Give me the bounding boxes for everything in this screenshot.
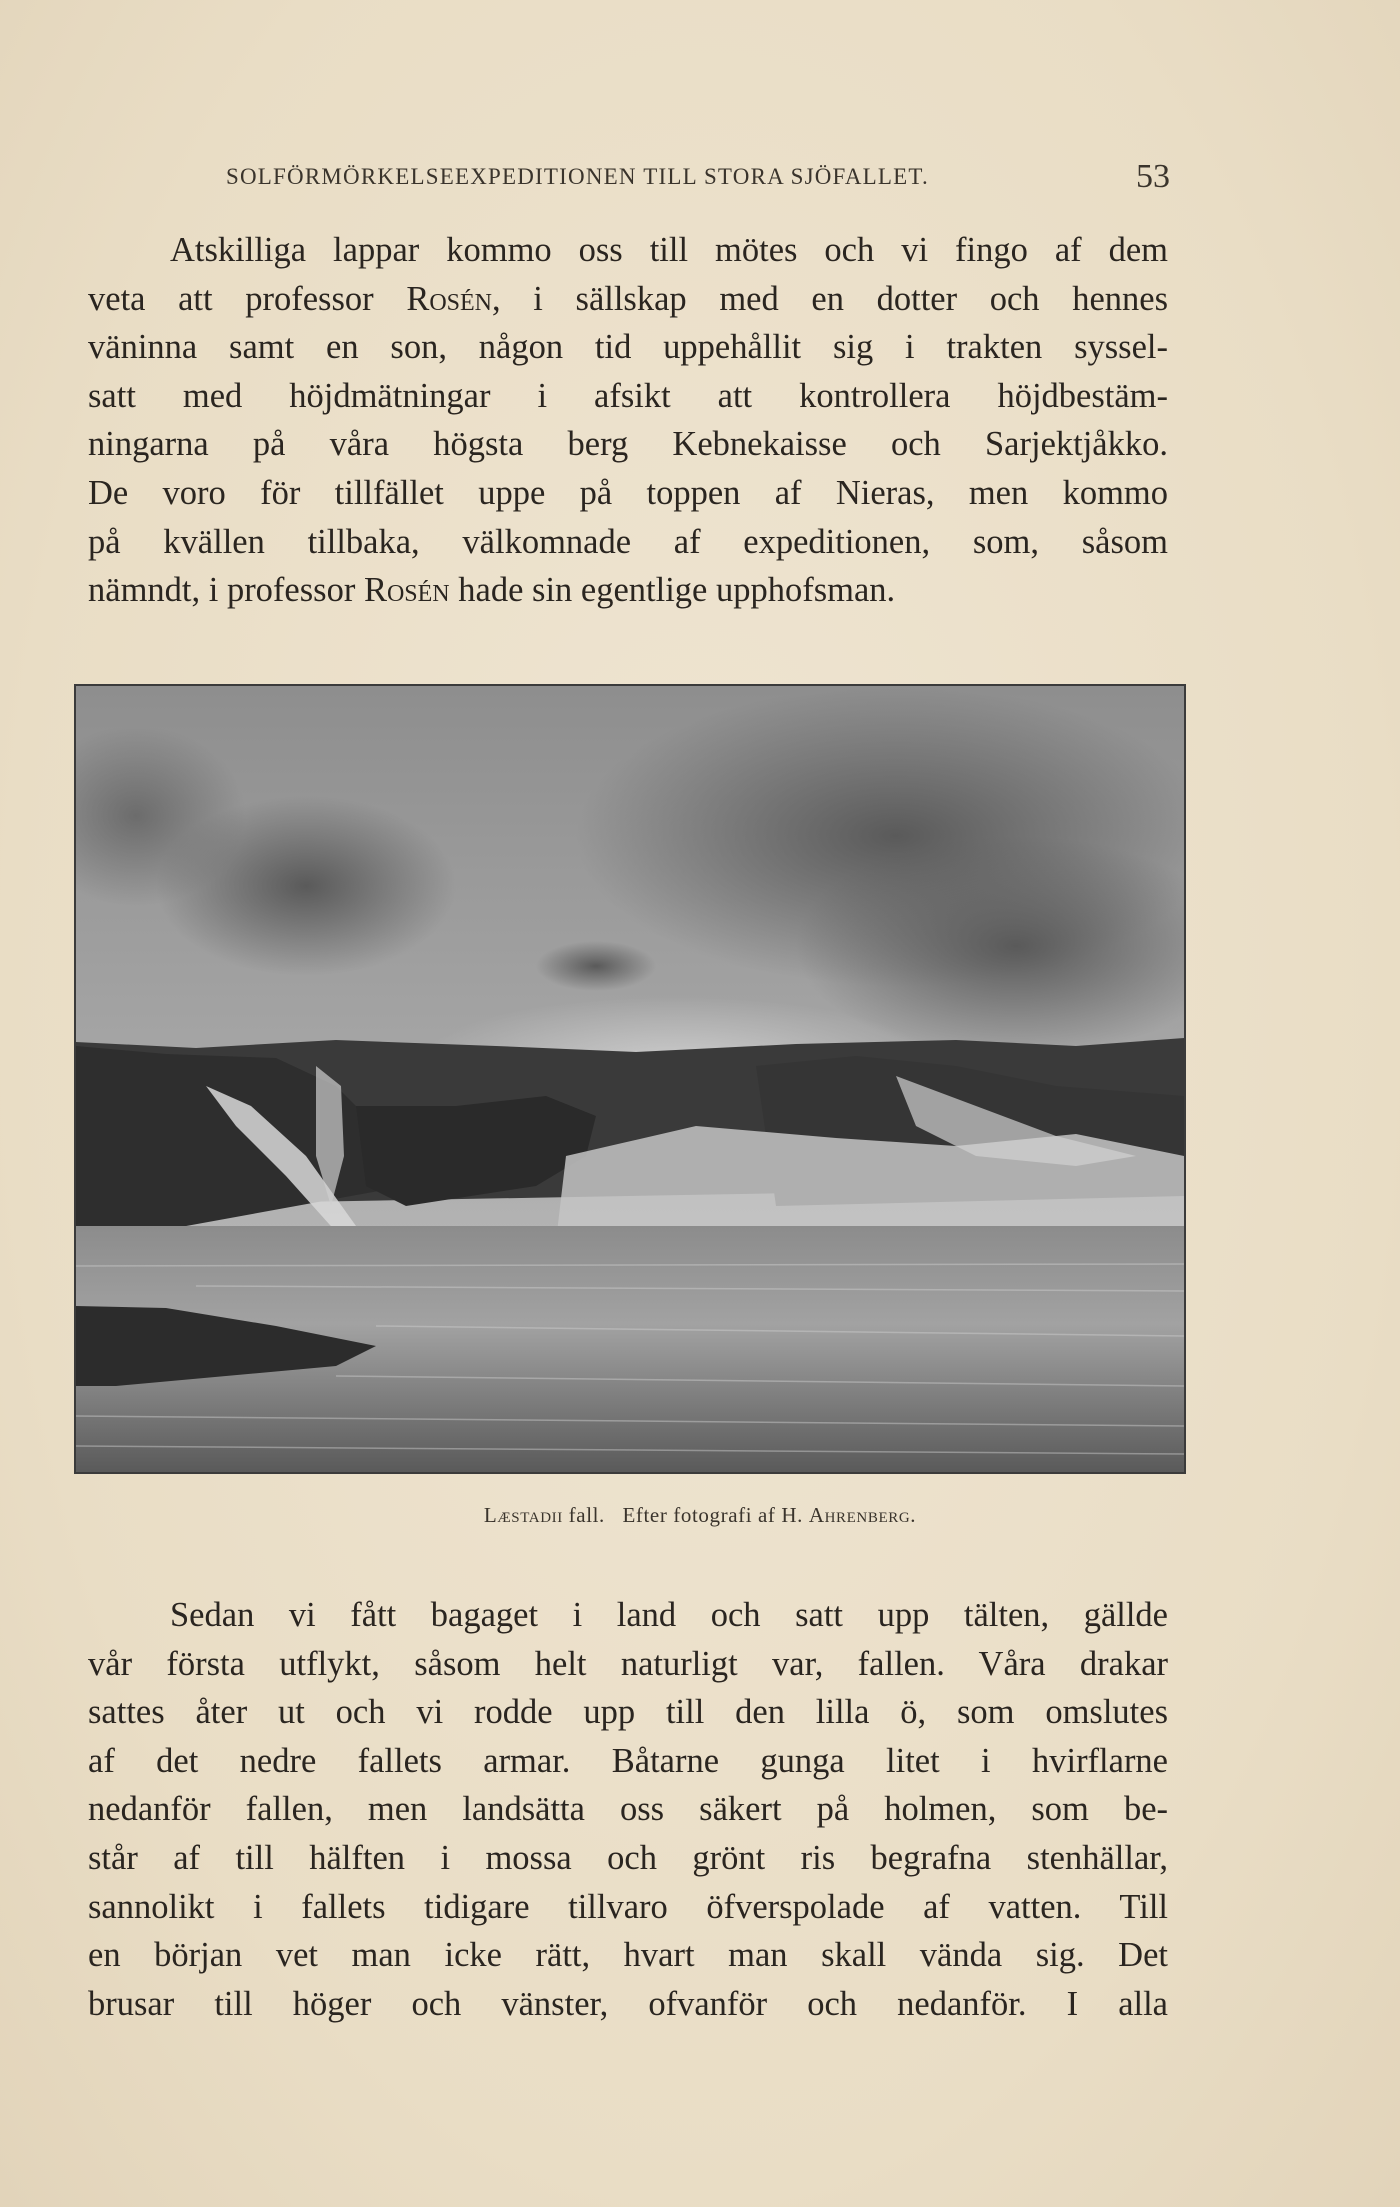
paragraph-2-line: sannolikt i fallets tidigare tillvaro öfverspolade af vatten. Till: [88, 1887, 1168, 1926]
author-name-rosen: Rosén: [363, 571, 450, 610]
paragraph-2-line: af det nedre fallets armar. Båtarne gunga litet i hvirflarne: [88, 1741, 1168, 1780]
waterfall-photo-image: [76, 686, 1184, 1472]
caption-place-name: Læstadii: [483, 1503, 563, 1527]
paragraph-1-line: nämndt, i professor Rosén hade sin egentlige upphofsman.: [88, 571, 896, 610]
paragraph-1: [88, 226, 1168, 615]
caption-text: fall. Efter fotografi af H.: [562, 1503, 809, 1527]
paragraph-1-line: De voro för tillfället uppe på toppen af Nieras, men kommo: [88, 473, 1168, 512]
caption-photographer: Ahrenberg: [808, 1503, 911, 1527]
running-title: SOLFÖRMÖRKELSEEXPEDITIONEN TILL STORA SJÖFALLET.: [226, 164, 929, 189]
paragraph-2-line: sattes åter ut och vi rodde upp till den lilla ö, som omslutes: [88, 1693, 1168, 1732]
page-number: 53: [1136, 158, 1170, 195]
paragraph-1-line: satt med höjdmätningar i afsikt att kontrollera höjdbestäm-: [88, 376, 1168, 415]
paragraph-2-line: nedanför fallen, men landsätta oss säkert på holmen, som be-: [88, 1790, 1168, 1829]
figure-caption: Læstadii fall. Efter fotografi af H. Ahrenberg.: [483, 1503, 917, 1527]
paragraph-2-line: en början vet man icke rätt, hvart man skall vända sig. Det: [88, 1936, 1168, 1975]
running-head: [90, 158, 1170, 198]
waterfall-photograph: [74, 684, 1186, 1474]
paragraph-2-line: vår första utflykt, såsom helt naturligt var, fallen. Våra drakar: [88, 1644, 1168, 1683]
paragraph-2-line: står af till hälften i mossa och grönt ris begrafna stenhällar,: [88, 1838, 1168, 1877]
paragraph-1-line: på kvällen tillbaka, välkomnade af expeditionen, som, såsom: [88, 522, 1168, 561]
paragraph-1-line: väninna samt en son, någon tid uppehållit sig i trakten syssel-: [88, 328, 1168, 367]
paragraph-2-line: Sedan vi fått bagaget i land och satt upp tälten, gällde: [170, 1596, 1168, 1634]
paragraph-2-line: brusar till höger och vänster, ofvanför och nedanför. I alla: [88, 1984, 1168, 2023]
author-name-rosen: Rosén: [406, 279, 492, 318]
paragraph-1-line: veta att professor Rosén, i sällskap med en dotter och hennes: [88, 279, 1169, 318]
paragraph-1-line: ningarna på våra högsta berg Kebnekaisse och Sarjektjåkko.: [88, 425, 1168, 464]
paragraph-2: [88, 1591, 1168, 2028]
paragraph-1-line: Atskilliga lappar kommo oss till mötes och vi fingo af dem: [170, 231, 1168, 269]
